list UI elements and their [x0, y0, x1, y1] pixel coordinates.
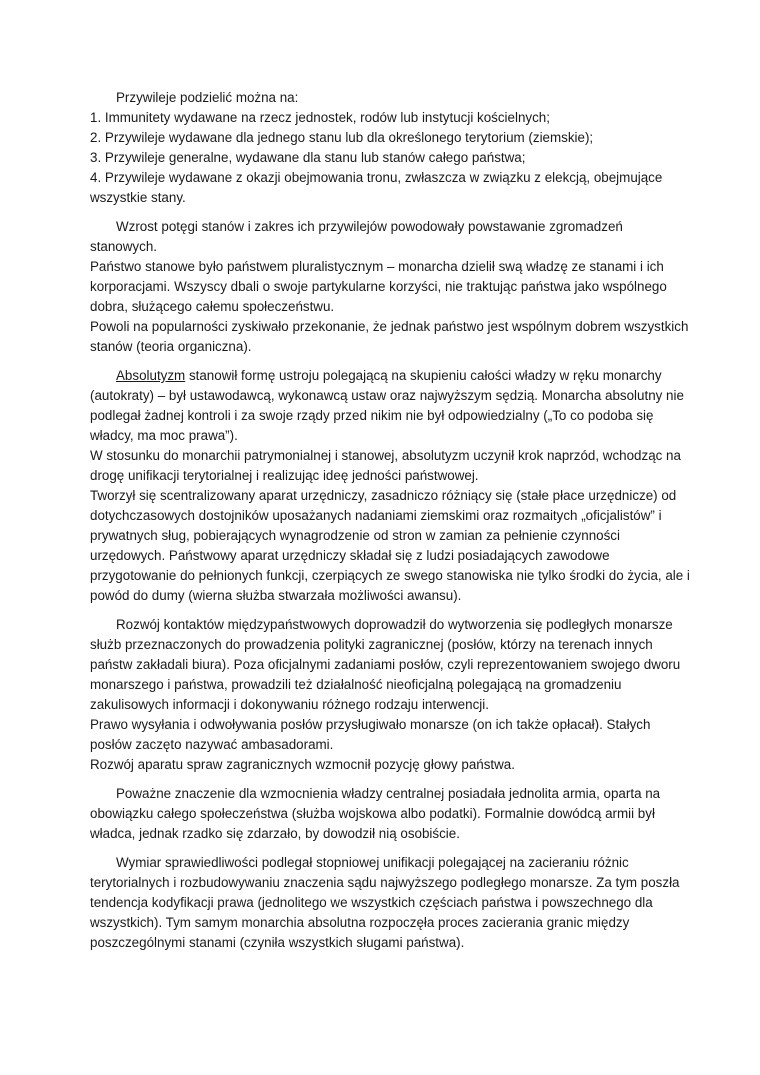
text-line: zakulisowych informacji i dokonywaniu różnego rodzaju interwencji.	[90, 697, 489, 712]
text-line: obowiązku całego społeczeństwa (służba wojskowa albo podatki). Formalnie dowódcą armii był	[90, 806, 655, 821]
text-line: Przywileje podzielić można na:	[116, 90, 299, 105]
paragraph-absolutism	[90, 366, 690, 606]
text-line: Poważne znaczenie dla wzmocnienia władzy centralnej posiadała jednolita armia, oparta na	[116, 786, 661, 801]
text-line: Wymiar sprawiedliwości podlegał stopniowej unifikacji polegającej na zacieraniu różnic	[116, 855, 629, 870]
text-fragment: stanowił formę ustroju polegającą na skupieniu całości władzy w ręku monarchy	[185, 368, 662, 383]
list-item: 4. Przywileje wydawane z okazji obejmowania tronu, zwłaszcza w związku z elekcją, obejmujące	[90, 170, 663, 185]
text-line: tendencja kodyfikacji prawa (jednolitego we wszystkich częściach państwa i powszechnego dla	[90, 895, 653, 910]
text-line: państw zakładali biura). Poza oficjalnymi zadaniami posłów, czyli reprezentowaniem swojego dworu	[90, 657, 681, 672]
document-page	[90, 88, 690, 962]
list-item-continuation: wszystkie stany.	[90, 190, 186, 205]
paragraph-estates	[90, 217, 689, 357]
text-line: poszczególnymi stanami (czyniła wszystkich sługami państwa).	[90, 935, 465, 950]
text-line: urzędowych. Państwowy aparat urzędniczy składał się z ludzi posiadających zawodowe	[90, 548, 610, 563]
text-line: władcy, ma moc prawa”).	[90, 428, 238, 443]
text-line: przygotowanie do pełnionych funkcji, czerpiących ze swego stanowiska nie tylko środki do życia, ale i	[90, 568, 690, 583]
text-line: Rozwój aparatu spraw zagranicznych wzmocnił pozycję głowy państwa.	[90, 757, 515, 772]
text-line: stanów (teoria organiczna).	[90, 339, 252, 354]
text-line: posłów zaczęto nazywać ambasadorami.	[90, 737, 334, 752]
text-line: monarszego i państwa, prowadzili też działalność nieoficjalną polegającą na gromadzeniu	[90, 677, 622, 692]
text-line: dotychczasowych dostojników uposażanych nadaniami ziemskimi oraz rozmaitych „oficjalistów” i	[90, 508, 662, 523]
list-item: 2. Przywileje wydawane dla jednego stanu lub dla określonego terytorium (ziemskie);	[90, 130, 594, 145]
paragraph-diplomacy	[90, 615, 681, 775]
paragraph-justice	[90, 853, 680, 953]
text-line: Rozwój kontaktów międzypaństwowych doprowadził do wytworzenia się podległych monarsze	[116, 617, 673, 632]
text-line: terytorialnych i rozbudowywaniu znaczenia sądu najwyższego podległego monarsze. Za tym poszła	[90, 875, 680, 890]
text-line: podlegał żadnej kontroli i za swoje rządy przed nikim nie był odpowiedzialny („To co podoba się	[90, 408, 654, 423]
text-line: Wzrost potęgi stanów i zakres ich przywilejów powodowały powstawanie zgromadzeń	[116, 219, 623, 234]
text-line: służb przeznaczonych do prowadzenia polityki zagranicznej (posłów, którzy na terenach innych	[90, 637, 653, 652]
text-line: Państwo stanowe było państwem pluralistycznym – monarcha dzielił swą władzę ze stanami i ich	[90, 259, 664, 274]
text-line: władca, jednak rzadko się zdarzało, by dowodził nią osobiście.	[90, 826, 460, 841]
list-item: 1. Immunitety wydawane na rzecz jednostek, rodów lub instytucji kościelnych;	[90, 110, 550, 125]
underlined-term: Absolutyzm	[116, 368, 186, 383]
text-line: powód do dumy (wierna służba stwarzała możliwości awansu).	[90, 588, 462, 603]
paragraph-privileges	[90, 88, 675, 208]
text-line: wszystkich). Tym samym monarchia absolutna rozpoczęła proces zacierania granic między	[90, 915, 630, 930]
text-line: W stosunku do monarchii patrymonialnej i stanowej, absolutyzm uczynił krok naprzód, wchodząc na	[90, 448, 681, 463]
list-item: 3. Przywileje generalne, wydawane dla stanu lub stanów całego państwa;	[90, 150, 526, 165]
text-line: dobra, służącego całemu społeczeństwu.	[90, 299, 335, 314]
text-line	[90, 366, 675, 386]
text-line: drogę unifikacji terytorialnej i realizując ideę jedności państwowej.	[90, 468, 479, 483]
paragraph-army	[90, 784, 675, 844]
text-line: (autokraty) – był ustawodawcą, wykonawcą ustaw oraz najwyższym sędzią. Monarcha absolutny nie	[90, 388, 684, 403]
text-line: Tworzył się scentralizowany aparat urzędniczy, zasadniczo różniący się (stałe płace urzędnicze) od	[90, 488, 677, 503]
text-line: Prawo wysyłania i odwoływania posłów przysługiwało monarsze (on ich także opłacał). Stałych	[90, 717, 651, 732]
text-line: Powoli na popularności zyskiwało przekonanie, że jednak państwo jest wspólnym dobrem wszystkich	[90, 319, 689, 334]
text-line: korporacjami. Wszyscy dbali o swoje partykularne korzyści, nie traktując państwa jako wspólnego	[90, 279, 667, 294]
text-line: stanowych.	[90, 239, 157, 254]
text-line: prywatnych sług, pobierających wynagrodzenie od stron w zamian za pełnienie czynności	[90, 528, 620, 543]
